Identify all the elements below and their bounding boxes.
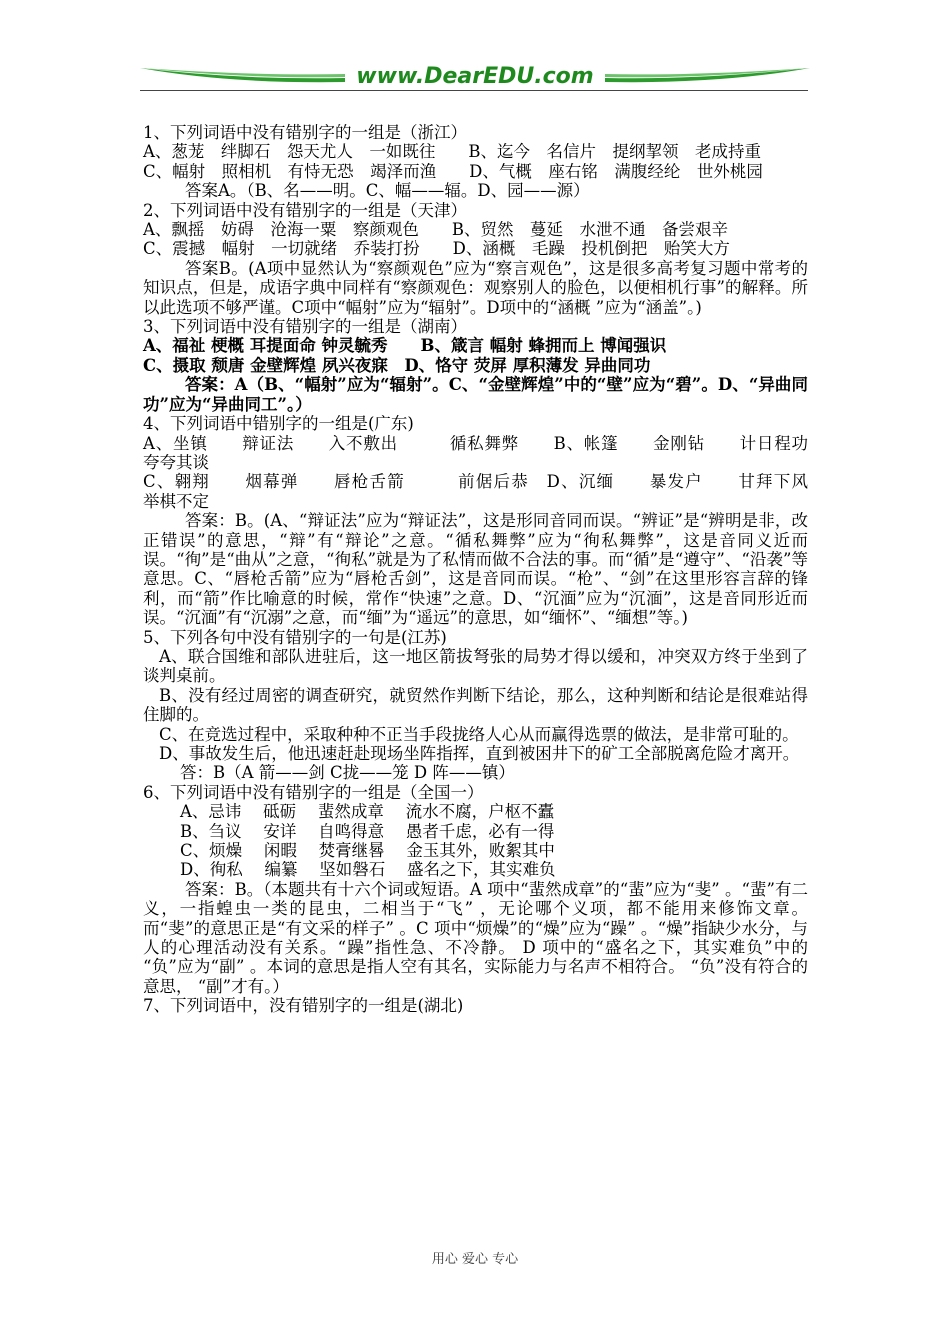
q6-option-b: B、刍议 安详 自鸣得意 愚者千虑，必有一得 bbox=[180, 821, 555, 841]
q3-options-ab: A、福祉 梗概 耳提面命 钟灵毓秀 B、箴言 幅射 蜂拥而上 博闻强识 bbox=[143, 336, 667, 356]
page-footer: 用心 爱心 专心 bbox=[431, 1252, 519, 1267]
q5-option-b: B、没有经过周密的调查研究，就贸然作判断下结论，那么，这种判断和结论是很难站得住脚的。 bbox=[143, 685, 808, 725]
q5-answer: 答：B（A 箭——剑 C拢——笼 D 阵——镇） bbox=[180, 763, 515, 783]
q4-answer: 答案：B。(A、“辩证法”应为“辩证法”，这是形同音同而误。“辨证”是“辨明是非，改正错误”的意思，“辩”有“辩论”之意。“循私舞弊”应为“徇私舞弊”，这是音同义近而误。“徇”是“曲从”之意，“徇私”就是为了私情而做不合法的事。而“循”是“遵守”、“沿袭”等意思。C、“唇枪舌箭”应为“唇枪舌剑”，这是音同而误。“枪”、“剑”在这里形容言辞的锋利，而“箭”作比喻意的时候，常作“快速”之意。D、“沉湎”应为“沉湎”，这是音同形近而误。“沉湎”有“沉溺”之意，而“缅”为“遥远”的意思，如“缅怀”、“缅想”等。) bbox=[143, 511, 808, 628]
q4-options-ab: A、坐镇 辩证法 入不敷出 循私舞弊 B、帐篷 金刚钻 计日程功 夸夸其谈 bbox=[143, 433, 841, 472]
site-logo-text: www.DearEDU.com bbox=[356, 64, 594, 89]
q1-answer: 答案A。（B、名——明。C、幅——辐。D、园——源） bbox=[185, 181, 590, 201]
q6-option-d: D、徇私 编纂 坚如磐石 盛名之下，其实难负 bbox=[180, 860, 556, 880]
q1-title: 1、下列词语中没有错别字的一组是（浙江） bbox=[143, 123, 467, 142]
q5-title: 5、下列各句中没有错别字的一句是(江苏) bbox=[143, 627, 447, 647]
q2-title: 2、下列词语中没有错别字的一组是（天津） bbox=[143, 200, 467, 220]
q1-options-cd: C、幅射 照相机 有恃无恐 竭泽而渔 D、气概 座右铭 满腹经纶 世外桃园 bbox=[143, 161, 763, 181]
site-header bbox=[140, 58, 810, 94]
q5-option-a: A、联合国维和部队进驻后，这一地区箭拔弩张的局势才得以缓和，冲突双方终于坐到了谈判桌前。 bbox=[143, 646, 808, 686]
q5-option-d: D、事故发生后，他迅速赶赴现场坐阵指挥，直到被困井下的矿工全部脱离危险才离开。 bbox=[159, 744, 800, 763]
q2-answer: 答案B。(A项中显然认为“察颜观色”应为“察言观色”，这是很多高考复习题中常考的知识点，但是，成语字典中同样有“察颜观色：观察别人的脸色，以便相机行事”的解释。所以此选项不够严谨。C项中“幅射”应为“辐射”。D项中的“涵概 ”应为“涵盖”。) bbox=[143, 258, 808, 317]
header-divider bbox=[140, 90, 808, 91]
q4-title: 4、下列词语中错别字的一组是(广东) bbox=[143, 414, 414, 434]
q2-options-cd: C、震撼 幅射 一切就绪 乔装打扮 D、涵概 毛躁 投机倒把 贻笑大方 bbox=[143, 239, 730, 259]
q5-option-c: C、在竞选过程中，采取种种不正当手段拢络人心从而赢得选票的做法，是非常可耻的。 bbox=[159, 724, 799, 744]
q1-options-ab: A、葱茏 绊脚石 怨天尤人 一如既往 B、迄今 名信片 提纲挈领 老成持重 bbox=[143, 142, 762, 162]
q6-answer: 答案：B。（本题共有十六个词或短语。A 项中“蜚然成章”的“蜚”应为“斐” 。“蜚”有二义，一指蝗虫一类的昆虫，二相当于“飞” ，无论哪个义项，都不能用来修饰文章。而“斐”的意思正是“有文采的样子” 。C 项中“烦燥”的“燥”应为“躁” 。“燥”指缺少水分，与人的心理活动没有关系。“躁”指性急、不冷静。 D 项中的“盛名之下，其实难负”中的 “负”应为“副” 。本词的意思是指人空有其名，实际能力与名声不相符合。 “负”没有符合的意思， “副”才有。） bbox=[143, 879, 808, 996]
q3-answer: 答案：A（B、“幅射”应为“辐射”。C、“金壁辉煌”中的“壁”应为“碧”。D、“异曲同功”应为“异曲同工”。） bbox=[143, 375, 808, 414]
q6-option-c: C、烦燥 闲暇 焚膏继晷 金玉其外，败絮其中 bbox=[180, 841, 555, 861]
q6-title: 6、下列词语中没有错别字的一组是（全国一） bbox=[143, 782, 484, 802]
q7-title: 7、下列词语中，没有错别字的一组是(湖北) bbox=[143, 996, 464, 1016]
q3-options-cd: C、摄取 颓唐 金壁辉煌 夙兴夜寐 D、恪守 荧屏 厚积薄发 异曲同功 bbox=[143, 355, 651, 375]
document-body bbox=[143, 123, 841, 1016]
q2-options-ab: A、飘摇 妨碍 沧海一粟 察颜观色 B、贸然 蔓延 水泄不通 备尝艰辛 bbox=[143, 220, 729, 240]
q3-title: 3、下列词语中没有错别字的一组是（湖南） bbox=[143, 317, 467, 337]
q6-option-a: A、忌讳 砥砺 蜚然成章 流水不腐，户枢不蠹 bbox=[180, 802, 555, 822]
q4-options-cd: C、翱翔 烟幕弹 唇枪舌箭 前倨后恭 D、沉缅 暴发户 甘拜下风 举棋不定 bbox=[143, 472, 841, 511]
